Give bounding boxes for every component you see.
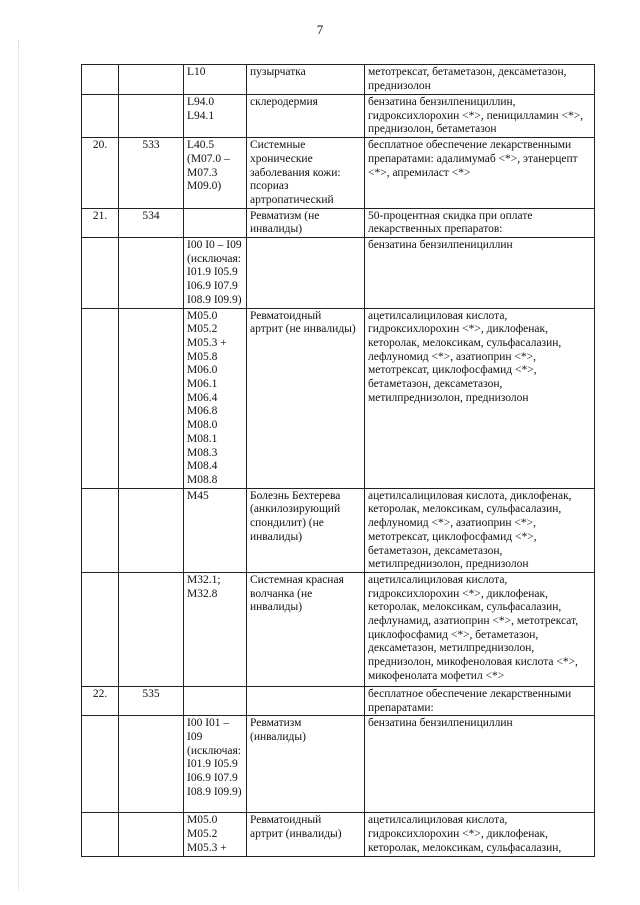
row-number (82, 813, 119, 857)
row-number (82, 65, 119, 95)
page-number: 7 (316, 22, 324, 37)
icd-codes: I00 I0 – I09 (исключая: I01.9 I05.9 I06.9 I07.9 I08.9 I09.9) (184, 238, 247, 309)
category-code (119, 488, 184, 572)
table-row (82, 813, 595, 857)
category-code: 533 (119, 138, 184, 209)
table-row (82, 686, 595, 715)
disease-name: Ревматоидный артрит (не инвалиды) (247, 308, 365, 488)
drug-list: бесплатное обеспечение лекарственными препаратами: адалимумаб <*>, этанерцепт <*>, апремиласт <*> (365, 138, 595, 209)
table-row (82, 488, 595, 572)
row-number: 20. (82, 138, 119, 209)
table-row (82, 95, 595, 138)
category-code (119, 95, 184, 138)
category-code (119, 813, 184, 857)
table-row (82, 238, 595, 309)
category-code (119, 65, 184, 95)
category-code (119, 572, 184, 686)
icd-codes: M05.0 M05.2 M05.3 + (184, 813, 247, 857)
category-code: 535 (119, 686, 184, 715)
icd-codes: L40.5 (M07.0 – M07.3 M09.0) (184, 138, 247, 209)
disease-name: Системные хронические заболевания кожи: псориаз артропатический (247, 138, 365, 209)
icd-codes (184, 208, 247, 237)
row-number (82, 488, 119, 572)
disease-name: склеродермия (247, 95, 365, 138)
drug-list: 50-процентная скидка при оплате лекарственных препаратов: (365, 208, 595, 237)
drug-provision-table (81, 64, 595, 857)
drug-list: ацетилсалициловая кислота, гидроксихлорохин <*>, диклофенак, кеторолак, мелоксикам, сульфасалазин, (365, 813, 595, 857)
table-row (82, 65, 595, 95)
table-row (82, 572, 595, 686)
disease-name: Ревматоидный артрит (инвалиды) (247, 813, 365, 857)
drug-list: бензатина бензилпенициллин, гидроксихлорохин <*>, пеницилламин <*>, преднизолон, бетаметазон (365, 95, 595, 138)
disease-name: Ревматизм (инвалиды) (247, 716, 365, 813)
icd-codes: M32.1; M32.8 (184, 572, 247, 686)
category-code (119, 716, 184, 813)
drug-list: бензатина бензилпенициллин (365, 238, 595, 309)
row-number (82, 572, 119, 686)
drug-list: ацетилсалициловая кислота, гидроксихлорохин <*>, диклофенак, кеторолак, мелоксикам, сульфасалазин, лефлуномид <*>, азатиоприн <*>, метотрексат, циклофосфамид <*>, бетаметазон, дексаметазон, метилпреднизолон, преднизолон (365, 308, 595, 488)
drug-list: ацетилсалициловая кислота, диклофенак, кеторолак, мелоксикам, сульфасалазин, лефлуномид <*>, азатиоприн <*>, метотрексат, циклофосфамид <*>, бетаметазон, дексаметазон, метилпреднизолон, преднизолон (365, 488, 595, 572)
disease-name (247, 238, 365, 309)
category-code: 534 (119, 208, 184, 237)
drug-list: бензатина бензилпенициллин (365, 716, 595, 813)
icd-codes: L10 (184, 65, 247, 95)
drug-list: бесплатное обеспечение лекарственными препаратами: (365, 686, 595, 715)
row-number: 22. (82, 686, 119, 715)
row-number (82, 238, 119, 309)
icd-codes: I00 I01 – I09 (исключая: I01.9 I05.9 I06.9 I07.9 I08.9 I09.9) (184, 716, 247, 813)
scan-edge-line (18, 40, 19, 890)
table-row (82, 716, 595, 813)
table-row (82, 208, 595, 237)
disease-name: Системная красная волчанка (не инвалиды) (247, 572, 365, 686)
icd-codes: M05.0 M05.2 M05.3 + M05.8 M06.0 M06.1 M06.4 M06.8 M08.0 M08.1 M08.3 M08.4 M08.8 (184, 308, 247, 488)
drug-list: ацетилсалициловая кислота, гидроксихлорохин <*>, диклофенак, кеторолак, мелоксикам, сульфасалазин, лефлунамид, азатиоприн <*>, метотрексат, циклофосфамид <*>, бетаметазон, дексаметазон, метилпреднизолон, преднизолон, микофеноловая кислота <*>, микофенолата мофетил <*> (365, 572, 595, 686)
category-code (119, 238, 184, 309)
icd-codes: M45 (184, 488, 247, 572)
row-number (82, 308, 119, 488)
icd-codes (184, 686, 247, 715)
row-number (82, 95, 119, 138)
row-number (82, 716, 119, 813)
disease-name: пузырчатка (247, 65, 365, 95)
drug-list: метотрексат, бетаметазон, дексаметазон, преднизолон (365, 65, 595, 95)
row-number: 21. (82, 208, 119, 237)
disease-name: Болезнь Бехтерева (анкилозирующий спондилит) (не инвалиды) (247, 488, 365, 572)
table-row (82, 138, 595, 209)
category-code (119, 308, 184, 488)
disease-name: Ревматизм (не инвалиды) (247, 208, 365, 237)
disease-name (247, 686, 365, 715)
icd-codes: L94.0 L94.1 (184, 95, 247, 138)
table-row (82, 308, 595, 488)
